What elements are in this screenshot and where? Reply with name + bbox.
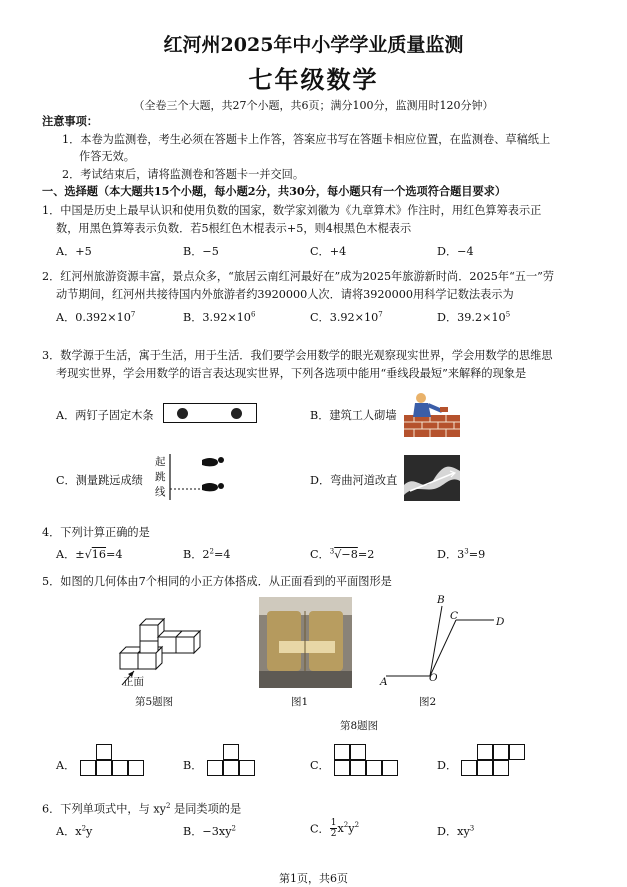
q1-option-c: C．+4 bbox=[310, 245, 347, 258]
fig1-caption: 图1 bbox=[291, 696, 309, 708]
q6-option-a: A．$x^2y$ bbox=[56, 824, 93, 838]
q2-option-d: D．$39.2\times 10^5$ bbox=[437, 310, 511, 324]
q5-option-c: C． bbox=[310, 759, 330, 772]
q2-text-cont: 动节期间，红河州共接待国内外旅游者约3920000人次．请将3920000用科学记数法表示为 bbox=[56, 288, 514, 301]
front-view-label: 正面 bbox=[123, 676, 144, 688]
point-a-label: A bbox=[380, 676, 388, 688]
q4-text: 4．下列计算正确的是 bbox=[42, 526, 150, 539]
q5-option-a: A． bbox=[56, 759, 76, 772]
fig2-caption: 图2 bbox=[419, 696, 437, 708]
notice-item-2: 2．考试结束后，请将监测卷和答题卡一并交回。 bbox=[62, 168, 305, 181]
q2-option-b: B．$3.92\times 10^6$ bbox=[183, 310, 256, 324]
point-o-label: O bbox=[429, 672, 438, 684]
subject-title: 七年级数学 bbox=[248, 65, 379, 94]
exam-subtitle: （全卷三个大题，共27个小题，共6页；满分100分，监测用时120分钟） bbox=[133, 99, 494, 112]
q3-option-a: A．两钉子固定木条 bbox=[56, 409, 154, 422]
q3-text-cont: 考现实世界，学会用数学的语言表达现实世界，下列各选项中能用“垂线段最短”来解释的现象是 bbox=[56, 367, 527, 380]
q4-option-c: C．$^3$√−8=2 bbox=[310, 547, 375, 561]
q2-option-c: C．$3.92\times 10^7$ bbox=[310, 310, 383, 324]
q6-option-c: C． $\frac{1}{2}$ $x^2y^2$ bbox=[310, 818, 360, 839]
q1-option-a: A．+5 bbox=[56, 245, 92, 258]
q3-option-b: B．建筑工人砌墙 bbox=[310, 409, 397, 422]
train-seat-photo bbox=[259, 597, 352, 688]
q6-option-b: B．$-3xy^2$ bbox=[183, 824, 236, 838]
fig8-caption: 第8题图 bbox=[340, 720, 379, 732]
q1-text: 1．中国是历史上最早认识和使用负数的国家，数学家刘徽为《九章算术》作注时，用红色算筹表示正 bbox=[42, 204, 542, 217]
notice-heading: 注意事项： bbox=[42, 114, 98, 128]
q3-option-c: C．测量跳远成绩 bbox=[56, 474, 143, 487]
bricklayer-figure bbox=[404, 391, 460, 437]
section-heading: 一、选择题（本大题共15个小题，每小题2分，共30分，每小题只有一个选项符合题目要求） bbox=[42, 184, 507, 198]
q5-option-b: B． bbox=[183, 759, 203, 772]
page-number: 第1页，共6页 bbox=[279, 872, 348, 885]
q6-option-d: D．$xy^3$ bbox=[437, 824, 475, 838]
q5-option-d: D． bbox=[437, 759, 458, 772]
q4-option-b: B．$2^2=4$ bbox=[183, 547, 231, 561]
q6-text: 6．下列单项式中，与 $xy^2$ 是同类项的是 bbox=[42, 802, 242, 816]
q3-text: 3．数学源于生活，寓于生活，用于生活．我们要学会用数学的眼光观察现实世界，学会用数学的思维思 bbox=[42, 349, 553, 362]
nail-icon bbox=[177, 408, 188, 419]
point-c-label: C bbox=[450, 610, 459, 622]
q1-text-cont: 数，用黑色算筹表示负数．若5根红色木棍表示+5，则4根黑色木棍表示 bbox=[56, 222, 412, 235]
takeoff-line-label: 起跳线 bbox=[155, 456, 166, 498]
point-d-label: D bbox=[496, 616, 505, 628]
notice-item-1-cont: 作答无效。 bbox=[79, 150, 135, 163]
notice-item-1: 1．本卷为监测卷，考生必须在答题卡上作答，答案应书写在答题卡相应位置，在监测卷、草稿纸上 bbox=[62, 133, 551, 146]
q4-option-a: A．±√16=4 bbox=[56, 548, 123, 561]
plank-figure bbox=[163, 403, 257, 423]
q4-option-d: D．$3^3=9$ bbox=[437, 547, 486, 561]
q5-text: 5．如图的几何体由7个相同的小正方体搭成．从正面看到的平面图形是 bbox=[42, 575, 392, 588]
q1-option-b: B．−5 bbox=[183, 245, 219, 258]
fig5-caption: 第5题图 bbox=[135, 696, 174, 708]
river-figure bbox=[404, 455, 460, 501]
q1-option-d: D．−4 bbox=[437, 245, 474, 258]
nail-icon bbox=[231, 408, 242, 419]
q2-text: 2．红河州旅游资源丰富，景点众多，“旅居云南红河最好在”成为2025年旅游新时尚．2025年“五一”劳 bbox=[42, 270, 555, 283]
long-jump-figure bbox=[168, 452, 230, 502]
q3-option-d: D．弯曲河道改直 bbox=[310, 474, 398, 487]
point-b-label: B bbox=[437, 594, 445, 606]
q2-option-a: A．$0.392\times 10^7$ bbox=[56, 310, 136, 324]
exam-title: 红河州2025年中小学学业质量监测 bbox=[163, 34, 464, 56]
angle-figure bbox=[372, 594, 512, 690]
